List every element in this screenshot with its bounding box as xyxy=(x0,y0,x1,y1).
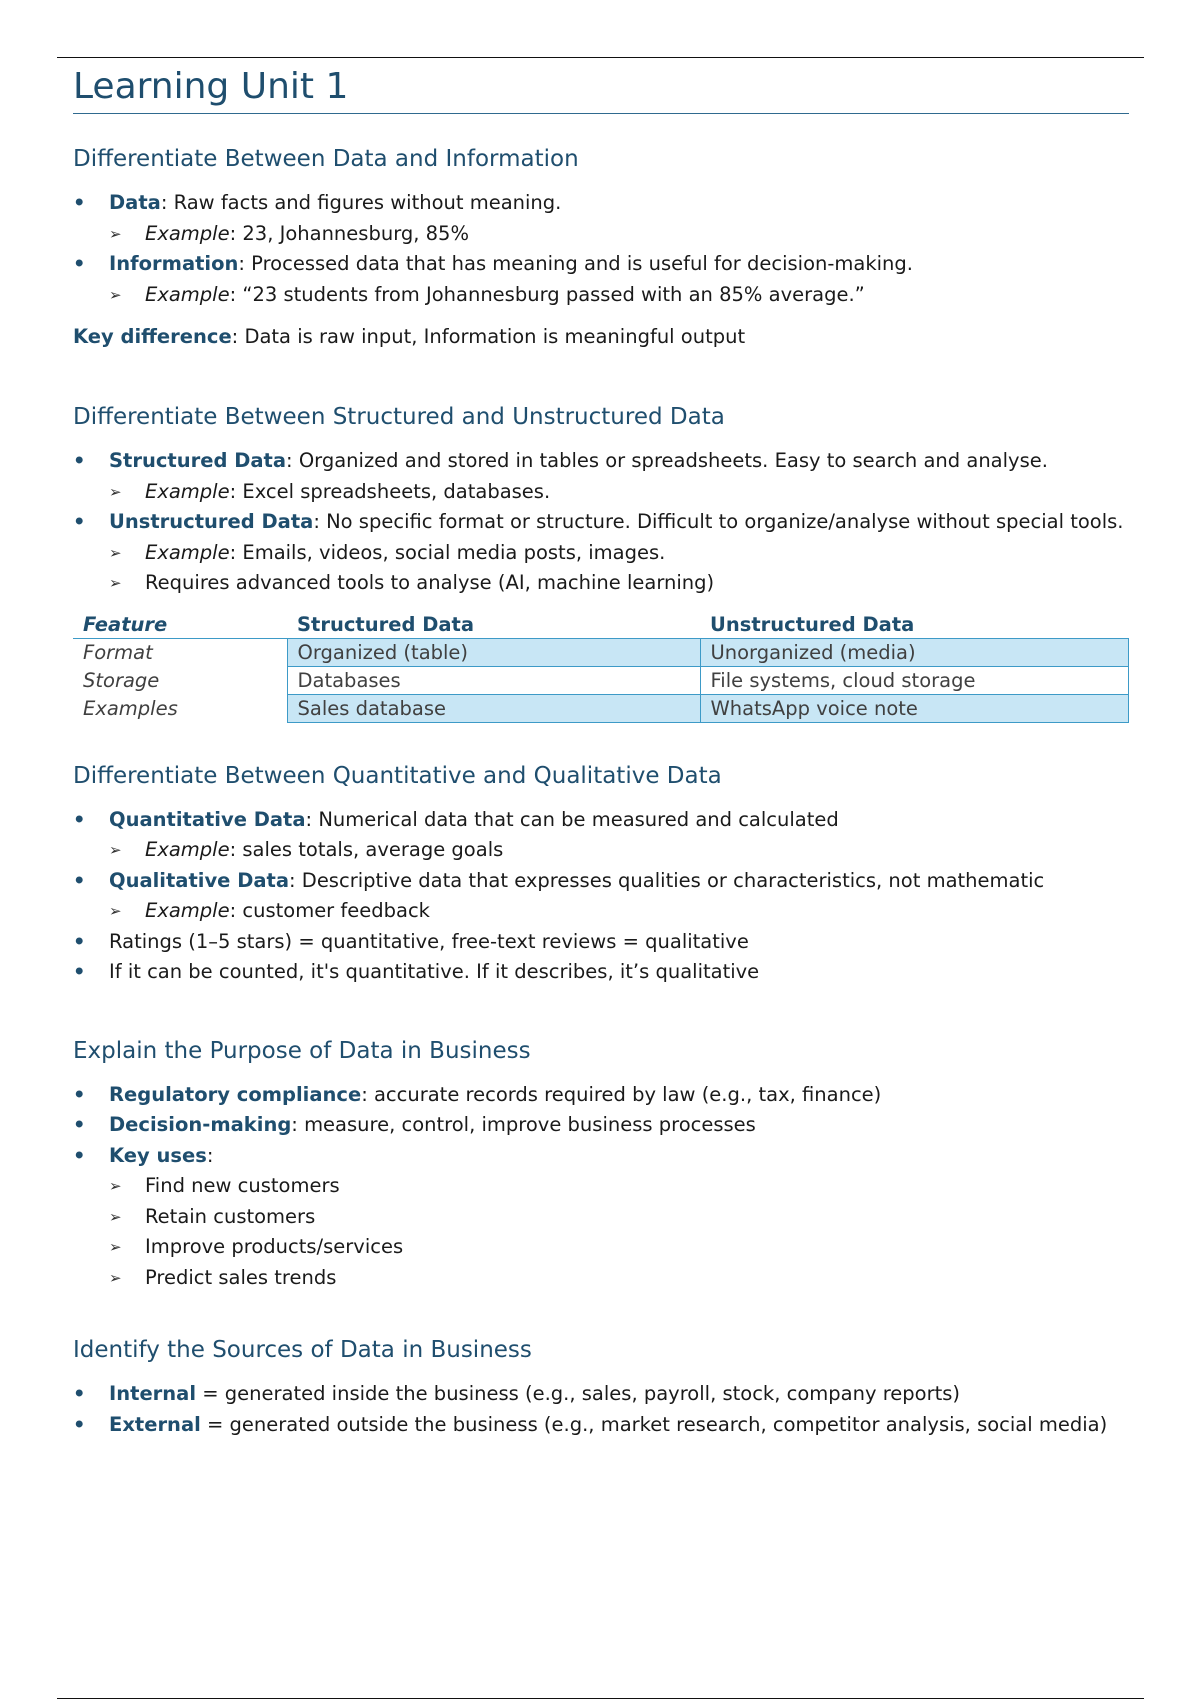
list-item xyxy=(73,1110,1129,1141)
table-cell: WhatsApp voice note xyxy=(700,694,1129,722)
use-item: ➢ Find new customers xyxy=(109,1171,1129,1202)
term-external: External xyxy=(109,1412,201,1436)
term-data: Data xyxy=(109,191,161,215)
definition-text: : measure, control, improve business processes xyxy=(291,1113,756,1137)
definition-text: = generated outside the business (e.g., market research, competitor analysis, social media) xyxy=(200,1412,1108,1436)
use-item: ➢ Retain customers xyxy=(109,1202,1129,1233)
section-sources-of-data xyxy=(73,1335,1129,1440)
section-heading: Differentiate Between Structured and Unstructured Data xyxy=(73,404,725,431)
list-item: • If it can be counted, it's quantitative. If it describes, it’s qualitative xyxy=(73,957,1129,988)
term-regulatory-compliance: Regulatory compliance xyxy=(109,1082,362,1106)
section-heading: Identify the Sources of Data in Business xyxy=(73,1337,532,1364)
table-cell: Databases xyxy=(287,666,700,694)
list-item: • Ratings (1–5 stars) = quantitative, free-text reviews = qualitative xyxy=(73,927,1129,958)
document-body xyxy=(73,64,1129,1440)
term-key-difference: Key difference xyxy=(73,325,232,349)
term-key-uses: Key uses xyxy=(109,1143,207,1167)
table-row xyxy=(73,666,1129,694)
definition-text: : accurate records required by law (e.g., tax, finance) xyxy=(361,1082,882,1106)
example-item xyxy=(109,538,1129,569)
list-item xyxy=(73,188,1129,249)
column-header: Structured Data xyxy=(287,611,700,639)
definition-text: : Descriptive data that expresses qualities or characteristics, not mathematic xyxy=(289,868,1045,892)
section-heading: Explain the Purpose of Data in Business xyxy=(73,1037,531,1064)
term-unstructured-data: Unstructured Data xyxy=(109,510,314,534)
key-difference xyxy=(73,322,1129,352)
example-label: Example xyxy=(145,540,230,564)
sub-list xyxy=(109,896,1129,927)
example-text: : 23, Johannesburg, 85% xyxy=(229,221,469,245)
section-purpose-of-data xyxy=(73,1036,1129,1294)
title-underline xyxy=(73,113,1129,114)
section-structured-vs-unstructured xyxy=(73,402,1129,723)
example-item xyxy=(109,219,1129,250)
list-item xyxy=(73,1080,1129,1111)
note-item: ➢ Requires advanced tools to analyse (AI, machine learning) xyxy=(109,568,1129,599)
bullet-list xyxy=(73,188,1129,310)
example-item xyxy=(109,477,1129,508)
list-item xyxy=(73,507,1129,599)
example-text: : Emails, videos, social media posts, images. xyxy=(229,540,666,564)
sub-list xyxy=(109,477,1129,508)
term-quantitative-data: Quantitative Data xyxy=(109,807,306,831)
definition-text: : No specific format or structure. Difficult to organize/analyse without special tools. xyxy=(313,510,1124,534)
definition-text: : Organized and stored in tables or spreadsheets. Easy to search and analyse. xyxy=(286,449,1048,473)
example-label: Example xyxy=(145,479,230,503)
list-item xyxy=(73,249,1129,310)
example-text: : “23 students from Johannesburg passed with an 85% average.” xyxy=(229,282,865,306)
table-cell: Organized (table) xyxy=(287,638,700,666)
column-header: Unstructured Data xyxy=(700,611,1129,639)
term-information: Information xyxy=(109,252,239,276)
term-internal: Internal xyxy=(109,1382,197,1406)
sub-list xyxy=(109,219,1129,250)
list-item xyxy=(73,446,1129,507)
section-data-vs-information xyxy=(73,144,1129,352)
bullet-list xyxy=(73,1379,1129,1440)
definition-text: : Processed data that has meaning and is useful for decision-making. xyxy=(238,252,913,276)
bullet-list xyxy=(73,446,1129,599)
definition-text: : Raw facts and figures without meaning. xyxy=(160,191,562,215)
sub-list xyxy=(109,280,1129,311)
table-cell: File systems, cloud storage xyxy=(700,666,1129,694)
section-heading: Differentiate Between Quantitative and Qualitative Data xyxy=(73,762,722,789)
row-label: Storage xyxy=(83,668,160,692)
definition-text: : xyxy=(206,1143,214,1167)
example-label: Example xyxy=(145,282,230,306)
bullet-list xyxy=(73,1080,1129,1294)
row-label: Examples xyxy=(83,696,178,720)
row-label: Format xyxy=(83,640,153,664)
use-item: ➢ Improve products/services xyxy=(109,1232,1129,1263)
table-cell: Unorganized (media) xyxy=(700,638,1129,666)
table-cell: Sales database xyxy=(287,694,700,722)
use-item: ➢ Predict sales trends xyxy=(109,1263,1129,1294)
list-item xyxy=(73,1379,1129,1410)
list-item xyxy=(73,866,1129,927)
example-text: : sales totals, average goals xyxy=(229,838,504,862)
sub-list xyxy=(109,835,1129,866)
table-header-row xyxy=(73,611,1129,639)
term-structured-data: Structured Data xyxy=(109,449,287,473)
example-label: Example xyxy=(145,899,230,923)
list-item xyxy=(73,1410,1129,1441)
section-quantitative-vs-qualitative xyxy=(73,761,1129,988)
example-text: : customer feedback xyxy=(229,899,430,923)
term-decision-making: Decision-making xyxy=(109,1113,292,1137)
sub-list xyxy=(109,538,1129,599)
sub-list xyxy=(109,1171,1129,1293)
page-title: Learning Unit 1 xyxy=(73,66,349,107)
example-item xyxy=(109,280,1129,311)
example-label: Example xyxy=(145,838,230,862)
term-qualitative-data: Qualitative Data xyxy=(109,868,290,892)
page-bottom-rule xyxy=(57,1698,1144,1699)
definition-text: : Numerical data that can be measured and calculated xyxy=(305,807,839,831)
table-row xyxy=(73,638,1129,666)
example-item xyxy=(109,835,1129,866)
example-text: : Excel spreadsheets, databases. xyxy=(229,479,551,503)
bullet-list xyxy=(73,805,1129,988)
page-top-rule xyxy=(57,57,1144,58)
example-item xyxy=(109,896,1129,927)
comparison-table xyxy=(73,611,1129,723)
column-header: Feature xyxy=(73,611,287,639)
table-row xyxy=(73,694,1129,722)
definition-text: = generated inside the business (e.g., sales, payroll, stock, company reports) xyxy=(196,1382,961,1406)
list-item xyxy=(73,1141,1129,1294)
example-label: Example xyxy=(145,221,230,245)
list-item xyxy=(73,805,1129,866)
section-heading: Differentiate Between Data and Information xyxy=(73,146,579,172)
key-difference-text: : Data is raw input, Information is meaningful output xyxy=(231,325,746,349)
